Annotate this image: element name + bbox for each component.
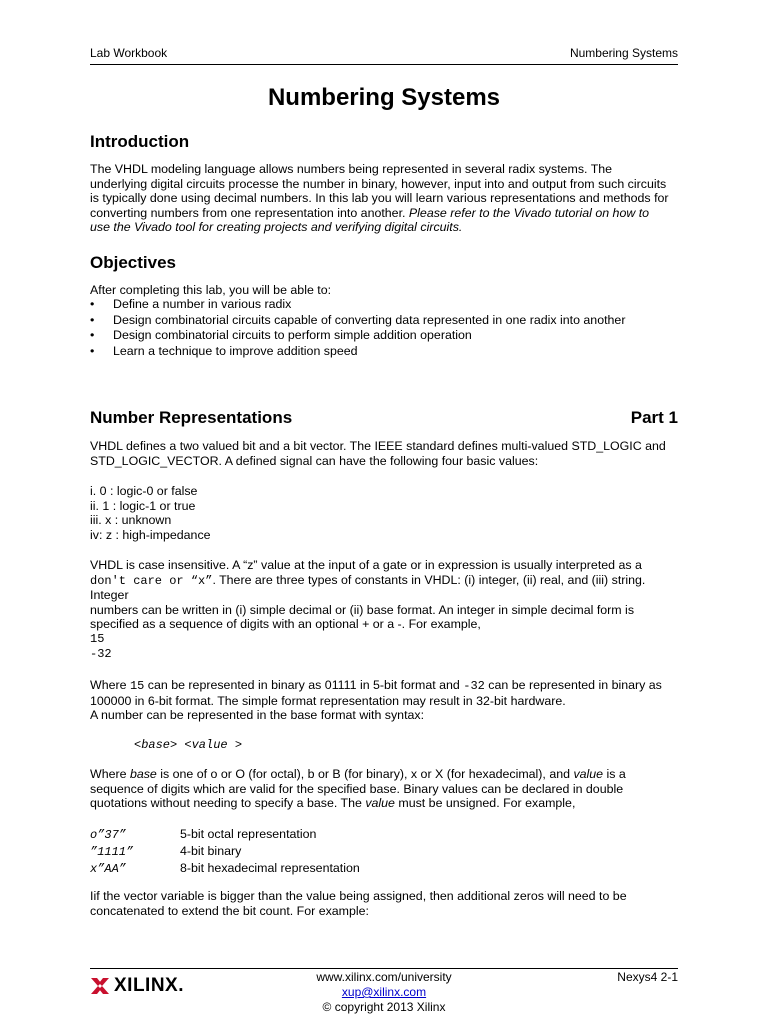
paragraph-text: Where: [90, 678, 130, 692]
list-item: ii. 1 : logic-1 or true: [90, 498, 196, 513]
list-item: i. 0 : logic-0 or false: [90, 484, 198, 498]
paragraph-text: Where: [90, 767, 130, 781]
intro-line: is typically done using decimal numbers. In this lab you will learn various representations and methods for: [90, 191, 669, 206]
integer-examples: [90, 632, 680, 662]
basic-values-list: [90, 484, 680, 542]
intro-italic-text: Please refer to the Vivado tutorial on how to: [408, 205, 650, 220]
paragraph-line: Iif the vector variable is bigger than the value being assigned, then additional zeros will need to be: [90, 889, 627, 903]
paragraph-text: can be represented in binary as 01111 in 5-bit format and: [144, 678, 464, 692]
code-line: 15: [90, 632, 105, 646]
header-left: Lab Workbook: [90, 46, 168, 60]
footer-page-number: Nexys4 2-1: [617, 970, 678, 984]
table-row: [90, 860, 360, 877]
running-header: [90, 46, 678, 65]
paragraph-text: . There are three types of constants in VHDL: (i) integer, (ii) real, and (iii) string. Integer: [90, 572, 646, 603]
table-row: [90, 843, 360, 860]
paragraph-text: is a: [603, 767, 626, 781]
code-text: -32: [463, 679, 485, 693]
paragraph-zero-extension: [90, 889, 680, 918]
intro-line: [90, 206, 680, 221]
list-item: iii. x : unknown: [90, 513, 172, 528]
introduction-heading: Introduction: [90, 132, 190, 151]
objectives-heading: Objectives: [90, 253, 176, 272]
intro-line: The VHDL modeling language allows numbers being represented in several radix systems. The: [90, 162, 613, 176]
list-item: • Define a number in various radix: [90, 297, 625, 313]
code-line: -32: [90, 647, 112, 661]
paragraph-line: [90, 796, 680, 811]
code-cell: x”AA”: [90, 862, 127, 876]
code-text: 15: [129, 679, 145, 693]
list-item: • Learn a technique to improve addition speed: [90, 344, 625, 360]
paragraph-line: STD_LOGIC_VECTOR. A defined signal can have the following four basic values:: [90, 453, 539, 468]
paragraph-line: [90, 573, 680, 603]
objectives-list: [90, 297, 625, 359]
intro-line: underlying digital circuits processe the number in binary, however, input into and output from such circuits: [90, 176, 667, 191]
code-cell: ”1111”: [90, 845, 134, 859]
objectives-lead: After completing this lab, you will be able to:: [90, 283, 332, 297]
paragraph-line: concatenated to extend the bit count. For example:: [90, 903, 369, 918]
italic-term: value: [365, 796, 395, 811]
paragraph-line: specified as a sequence of digits with an optional + or a -. For example,: [90, 617, 481, 632]
desc-cell: 5-bit octal representation: [180, 827, 317, 841]
xilinx-wordmark: XILINX.: [114, 975, 185, 996]
section-part: Part 1: [630, 408, 678, 427]
section-heading: [90, 408, 678, 428]
footer-divider: [90, 968, 678, 969]
paragraph-line: 100000 in 6-bit format. The simple format representation may result in 32-bit hardware.: [90, 693, 566, 708]
introduction-paragraph: [90, 162, 680, 235]
paragraph-binary-format: [90, 678, 685, 723]
list-item: iv: z : high-impedance: [90, 527, 211, 542]
paragraph-line: sequence of digits which are valid for the specified base. Binary values can be declared in double: [90, 781, 624, 796]
code-text: or “x”: [162, 573, 213, 588]
italic-term: base: [129, 767, 157, 781]
footer-email-link[interactable]: xup@xilinx.com: [341, 985, 427, 999]
code-cell: o”37”: [90, 828, 127, 842]
list-item: • Design combinatorial circuits to perform simple addition operation: [90, 328, 625, 344]
list-item: • Design combinatorial circuits capable of converting data represented in one radix into another: [90, 313, 625, 329]
paragraph-line: numbers can be written in (i) simple decimal or (ii) base format. An integer in simple decimal form is: [90, 602, 635, 617]
page-title: Numbering Systems: [267, 84, 501, 111]
base-syntax: <base> <value >: [134, 738, 243, 752]
intro-text: converting numbers from one representation into another.: [90, 205, 409, 220]
paragraph-text: can be represented in binary as: [484, 678, 662, 692]
code-text: don't care: [90, 573, 163, 588]
paragraph-line: A number can be represented in the base format with syntax:: [90, 708, 425, 723]
paragraph-line: VHDL is case insensitive. A “z” value at the input of a gate or in expression is usually interpreted as a: [90, 558, 642, 572]
base-examples-table: [90, 826, 360, 877]
paragraph-case-insensitive: [90, 558, 680, 632]
footer-url: www.xilinx.com/university: [316, 970, 452, 984]
desc-cell: 8-bit hexadecimal representation: [180, 861, 360, 875]
section-title: Number Representations: [90, 408, 293, 427]
table-row: [90, 826, 360, 843]
paragraph-text: must be unsigned. For example,: [394, 796, 576, 811]
header-right: Numbering Systems: [569, 46, 678, 60]
paragraph-base-format: [90, 767, 680, 811]
paragraph-line: [90, 767, 680, 782]
italic-term: value: [573, 767, 604, 781]
paragraph-line: VHDL defines a two valued bit and a bit vector. The IEEE standard defines multi-valued STD_LOGIC and: [90, 439, 666, 453]
paragraph-bit-vector: [90, 439, 680, 468]
paragraph-text: quotations without needing to specify a base. The: [90, 796, 366, 811]
desc-cell: 4-bit binary: [180, 844, 242, 858]
footer-copyright: © copyright 2013 Xilinx: [322, 1000, 446, 1014]
paragraph-text: is one of o or O (for octal), b or B (for binary), x or X (for hexadecimal), and: [156, 767, 574, 781]
paragraph-line: [90, 678, 685, 694]
intro-italic-text: use the Vivado tool for creating projects and verifying digital circuits.: [90, 220, 463, 235]
